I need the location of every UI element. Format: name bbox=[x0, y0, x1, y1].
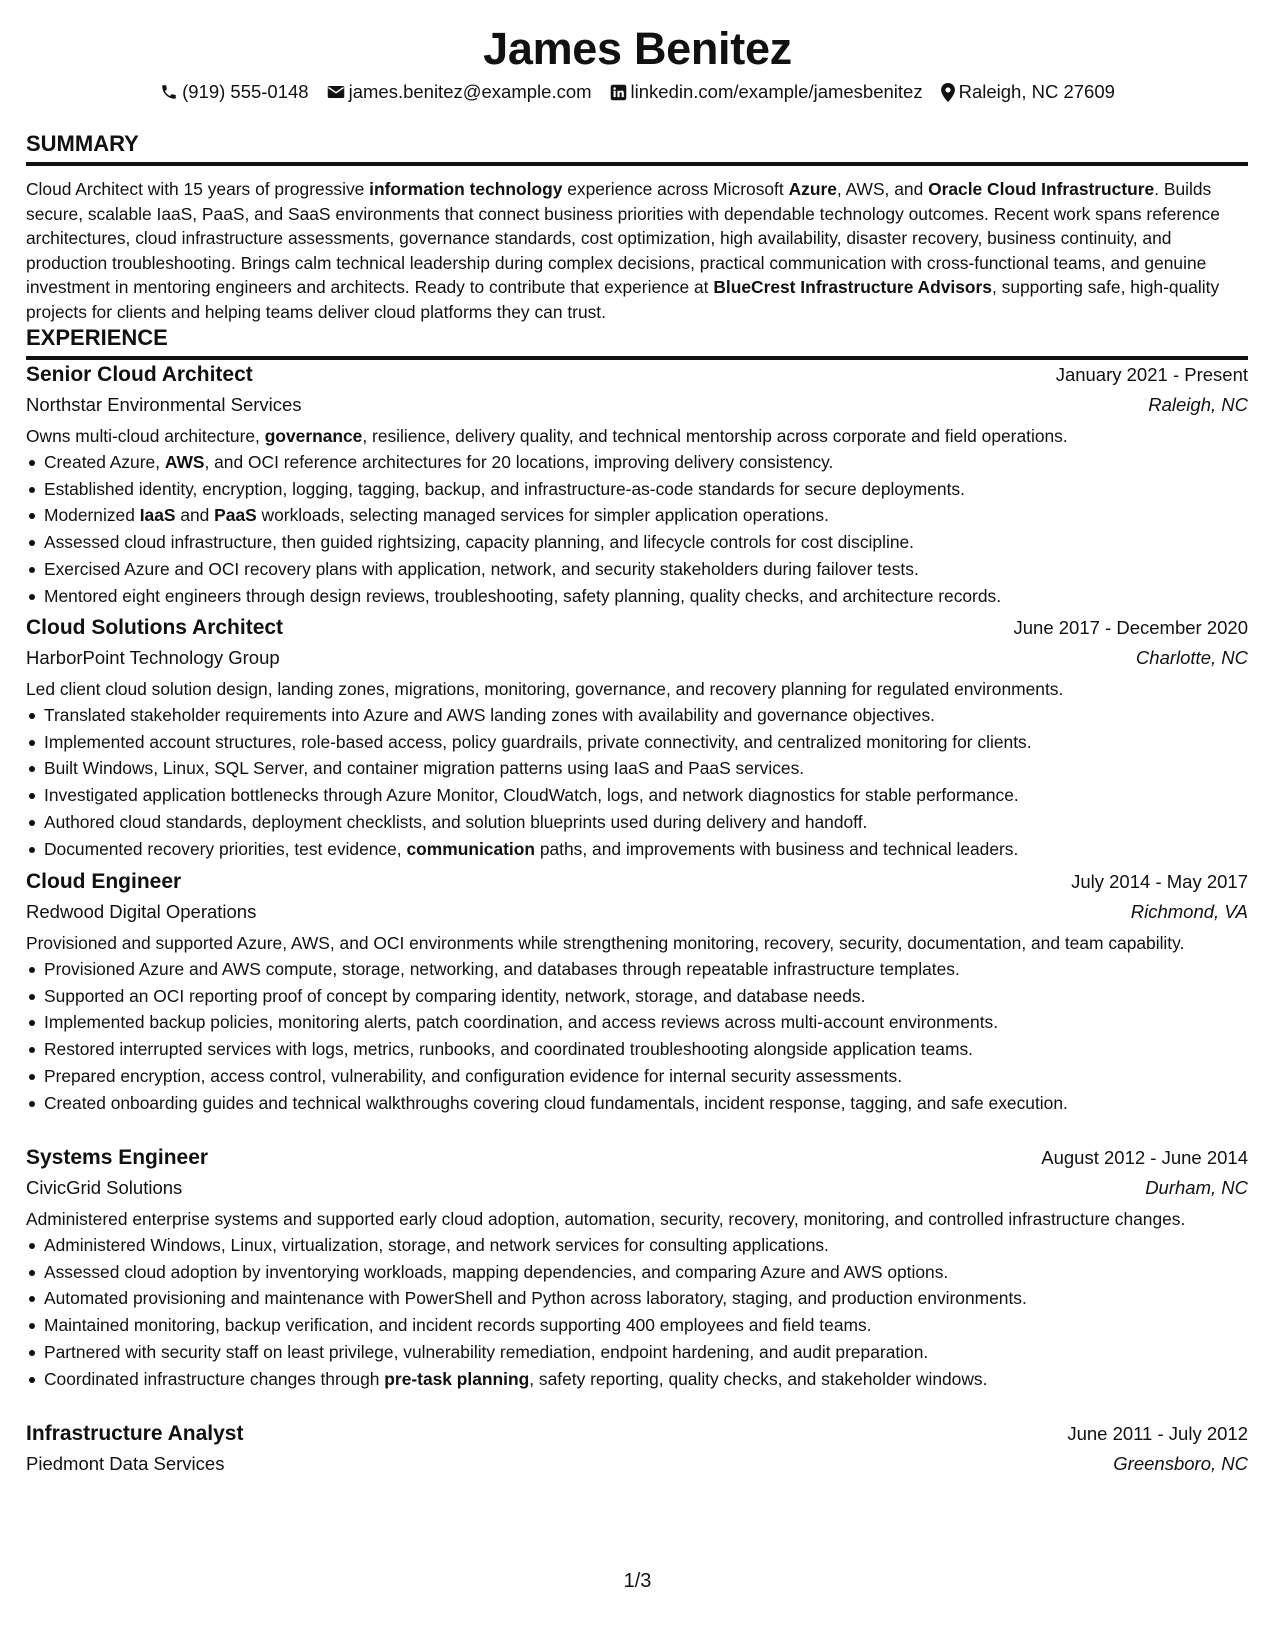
bullet-item bbox=[26, 1063, 1248, 1090]
bullet-item bbox=[26, 702, 1248, 729]
text-run: Cloud Architect with 15 years of progressive bbox=[26, 179, 370, 199]
bullet-item bbox=[26, 983, 1248, 1010]
text-run: Built Windows, Linux, SQL Server, and container migration patterns using IaaS and PaaS services. bbox=[44, 758, 805, 779]
text-run: Provisioned Azure and AWS compute, storage, networking, and databases through repeatable infrastructure templates. bbox=[44, 959, 960, 979]
text-run: Documented recovery priorities, test evidence, bbox=[44, 838, 407, 859]
page-number: 1/3 bbox=[623, 1570, 652, 1592]
contact-phone bbox=[160, 80, 309, 104]
phone-icon bbox=[160, 83, 178, 101]
text-run: Created Azure, bbox=[44, 452, 165, 472]
text-run: Assessed cloud infrastructure, then guided rightsizing, capacity planning, and lifecycle controls for cost discipline. bbox=[44, 532, 914, 553]
bullet-item bbox=[26, 1312, 1248, 1339]
text-run: Coordinated infrastructure changes through bbox=[44, 1368, 385, 1389]
job-location: Raleigh, NC bbox=[1148, 394, 1248, 415]
map-marker-icon bbox=[941, 83, 955, 102]
linkedin-url[interactable]: linkedin.com/example/jamesbenitez bbox=[630, 81, 923, 102]
experience-heading: EXPERIENCE bbox=[26, 325, 1248, 360]
contact-email[interactable] bbox=[327, 80, 592, 104]
text-run: Provisioned and supported Azure, AWS, and OCI environments while strengthening monitoring, recovery, security, documentation, and team capability. bbox=[26, 933, 1185, 953]
text-run: workloads, selecting managed services for simpler application operations. bbox=[256, 505, 829, 526]
bold-text: communication bbox=[406, 838, 535, 859]
job-entry bbox=[26, 1419, 1248, 1479]
text-run: Maintained monitoring, backup verification, and incident records supporting 400 employees and field teams. bbox=[44, 1315, 872, 1336]
bullet-item bbox=[26, 556, 1248, 583]
text-run: Implemented account structures, role-based access, policy guardrails, private connectivity, and centralized monitoring for clients. bbox=[44, 731, 1032, 752]
bullet-item bbox=[26, 1232, 1248, 1259]
bullet-item bbox=[26, 836, 1248, 863]
text-run: Modernized bbox=[44, 505, 140, 526]
linkedin-icon bbox=[610, 84, 627, 101]
bullet-item bbox=[26, 729, 1248, 756]
job-bullets bbox=[26, 449, 1248, 609]
text-run: Mentored eight engineers through design reviews, troubleshooting, safety planning, quality checks, and architecture records. bbox=[44, 585, 1002, 606]
job-bullets bbox=[26, 956, 1248, 1116]
bold-text: pre-task planning bbox=[384, 1368, 530, 1389]
email-address[interactable]: james.benitez@example.com bbox=[348, 81, 592, 102]
job-title: Systems Engineer bbox=[26, 1146, 209, 1169]
text-run: Owns multi-cloud architecture, bbox=[26, 426, 265, 446]
text-run: Partnered with security staff on least privilege, vulnerability remediation, endpoint hardening, and audit preparation. bbox=[44, 1341, 929, 1362]
text-run: Implemented backup policies, monitoring alerts, patch coordination, and access reviews across multi-account environments. bbox=[44, 1012, 999, 1033]
phone-number: (919) 555-0148 bbox=[182, 81, 309, 102]
job-location: Greensboro, NC bbox=[1113, 1453, 1248, 1474]
text-run: Administered enterprise systems and supported early cloud adoption, automation, security, recovery, monitoring, and controlled infrastructure changes. bbox=[26, 1209, 1186, 1229]
text-run: Administered Windows, Linux, virtualization, storage, and network services for consulting applications. bbox=[44, 1235, 829, 1255]
bullet-item bbox=[26, 782, 1248, 809]
text-run: Assessed cloud adoption by inventorying workloads, mapping dependencies, and comparing Azure and AWS options. bbox=[44, 1261, 949, 1282]
job-dates: August 2012 - June 2014 bbox=[1041, 1147, 1248, 1168]
text-run: Investigated application bottlenecks through Azure Monitor, CloudWatch, logs, and network diagnostics for stable performance. bbox=[44, 785, 1019, 806]
candidate-name: James Benitez bbox=[483, 23, 792, 74]
job-dates: January 2021 - Present bbox=[1055, 364, 1248, 385]
bullet-item bbox=[26, 1366, 1248, 1393]
bullet-item bbox=[26, 583, 1248, 610]
text-run: , supporting safe, high-quality projects for clients and helping teams deliver cloud platforms they can trust. bbox=[26, 277, 1220, 322]
text-run: Created onboarding guides and technical walkthroughs covering cloud fundamentals, incident response, tagging, and safe execution. bbox=[44, 1092, 1068, 1113]
job-location: Richmond, VA bbox=[1130, 901, 1248, 922]
contact-bar bbox=[0, 80, 1275, 104]
text-run: Supported an OCI reporting proof of concept by comparing identity, network, storage, and database needs. bbox=[44, 985, 866, 1006]
contact-linkedin[interactable] bbox=[610, 80, 923, 104]
location-text: Raleigh, NC 27609 bbox=[958, 81, 1115, 102]
bullet-item bbox=[26, 1259, 1248, 1286]
text-run: and bbox=[175, 505, 215, 526]
summary-text bbox=[26, 177, 1248, 324]
job-entry bbox=[26, 360, 1248, 609]
job-bullets bbox=[26, 702, 1248, 862]
bold-text: Azure bbox=[788, 179, 837, 199]
text-run: Restored interrupted services with logs, metrics, runbooks, and coordinated troubleshooting alongside application teams. bbox=[44, 1039, 973, 1060]
bold-text: AWS bbox=[164, 452, 205, 472]
bullet-item bbox=[26, 956, 1248, 983]
text-run: Authored cloud standards, deployment checklists, and solution blueprints used during delivery and handoff. bbox=[44, 811, 868, 832]
bold-text: governance bbox=[264, 426, 363, 446]
bold-text: PaaS bbox=[214, 505, 257, 526]
bullet-item bbox=[26, 449, 1248, 476]
bullet-item bbox=[26, 1339, 1248, 1366]
job-description bbox=[26, 424, 1248, 449]
text-run: Prepared encryption, access control, vulnerability, and configuration evidence for internal security assessments. bbox=[44, 1065, 903, 1086]
bullet-item bbox=[26, 1009, 1248, 1036]
text-run: , resilience, delivery quality, and technical mentorship across corporate and field operations. bbox=[362, 426, 1068, 446]
job-dates: July 2014 - May 2017 bbox=[1071, 871, 1248, 892]
bold-text: information technology bbox=[369, 179, 563, 199]
job-location: Durham, NC bbox=[1145, 1177, 1248, 1198]
company-name: Redwood Digital Operations bbox=[26, 901, 257, 922]
envelope-icon bbox=[327, 84, 345, 100]
text-run: , AWS, and bbox=[836, 179, 929, 199]
job-description bbox=[26, 677, 1248, 702]
job-title: Senior Cloud Architect bbox=[26, 363, 253, 386]
bullet-item bbox=[26, 1036, 1248, 1063]
bullet-item bbox=[26, 476, 1248, 503]
job-entry bbox=[26, 613, 1248, 862]
bold-text: IaaS bbox=[139, 505, 176, 526]
job-description bbox=[26, 1207, 1248, 1232]
text-run: , and OCI reference architectures for 20 locations, improving delivery consistency. bbox=[204, 452, 834, 472]
job-bullets bbox=[26, 1232, 1248, 1392]
text-run: Established identity, encryption, logging, tagging, backup, and infrastructure-as-code standards for secure deployments. bbox=[44, 478, 965, 499]
text-run: paths, and improvements with business and technical leaders. bbox=[535, 838, 1019, 859]
job-dates: June 2017 - December 2020 bbox=[1013, 617, 1248, 638]
bullet-item bbox=[26, 809, 1248, 836]
job-dates: June 2011 - July 2012 bbox=[1067, 1423, 1248, 1444]
job-title: Cloud Solutions Architect bbox=[26, 616, 284, 639]
job-title: Cloud Engineer bbox=[26, 870, 182, 893]
text-run: Translated stakeholder requirements into Azure and AWS landing zones with availability and governance objectives. bbox=[44, 705, 935, 725]
company-name: Northstar Environmental Services bbox=[26, 394, 302, 415]
contact-location bbox=[941, 80, 1115, 104]
text-run: Led client cloud solution design, landing zones, migrations, monitoring, governance, and recovery planning for regulated environments. bbox=[26, 679, 1064, 699]
text-run: , safety reporting, quality checks, and stakeholder windows. bbox=[529, 1368, 988, 1389]
company-name: CivicGrid Solutions bbox=[26, 1177, 183, 1198]
summary-heading: SUMMARY bbox=[26, 131, 1248, 166]
bullet-item bbox=[26, 1090, 1248, 1117]
bullet-item bbox=[26, 502, 1248, 529]
company-name: HarborPoint Technology Group bbox=[26, 647, 280, 668]
job-title: Infrastructure Analyst bbox=[26, 1422, 244, 1445]
job-entry bbox=[26, 1143, 1248, 1392]
company-name: Piedmont Data Services bbox=[26, 1453, 225, 1474]
bullet-item bbox=[26, 1285, 1248, 1312]
job-location: Charlotte, NC bbox=[1135, 647, 1248, 668]
text-run: Exercised Azure and OCI recovery plans with application, network, and security stakeholders during failover tests. bbox=[44, 558, 919, 579]
bold-text: Oracle Cloud Infrastructure bbox=[928, 179, 1155, 199]
text-run: experience across Microsoft bbox=[562, 179, 789, 199]
text-run: . Builds secure, scalable IaaS, PaaS, and SaaS environments that connect business priorities with dependable technology outcomes. Recent work spans reference architectures, cloud infrastructure assessments, governance standards, cost optimization, high availability, disaster recovery, business continuity, and production troubleshooting. Brings calm technical leadership during complex decisions, practical communication with cross-functional teams, and genuine investment in mentoring engineers and architects. Ready to contribute that experience at bbox=[26, 179, 1220, 297]
job-entry bbox=[26, 867, 1248, 1116]
bold-text: BlueCrest Infrastructure Advisors bbox=[713, 277, 992, 297]
text-run: Automated provisioning and maintenance with PowerShell and Python across laboratory, staging, and production environments. bbox=[44, 1288, 1027, 1309]
bullet-item bbox=[26, 755, 1248, 782]
bullet-item bbox=[26, 529, 1248, 556]
job-description bbox=[26, 931, 1248, 956]
